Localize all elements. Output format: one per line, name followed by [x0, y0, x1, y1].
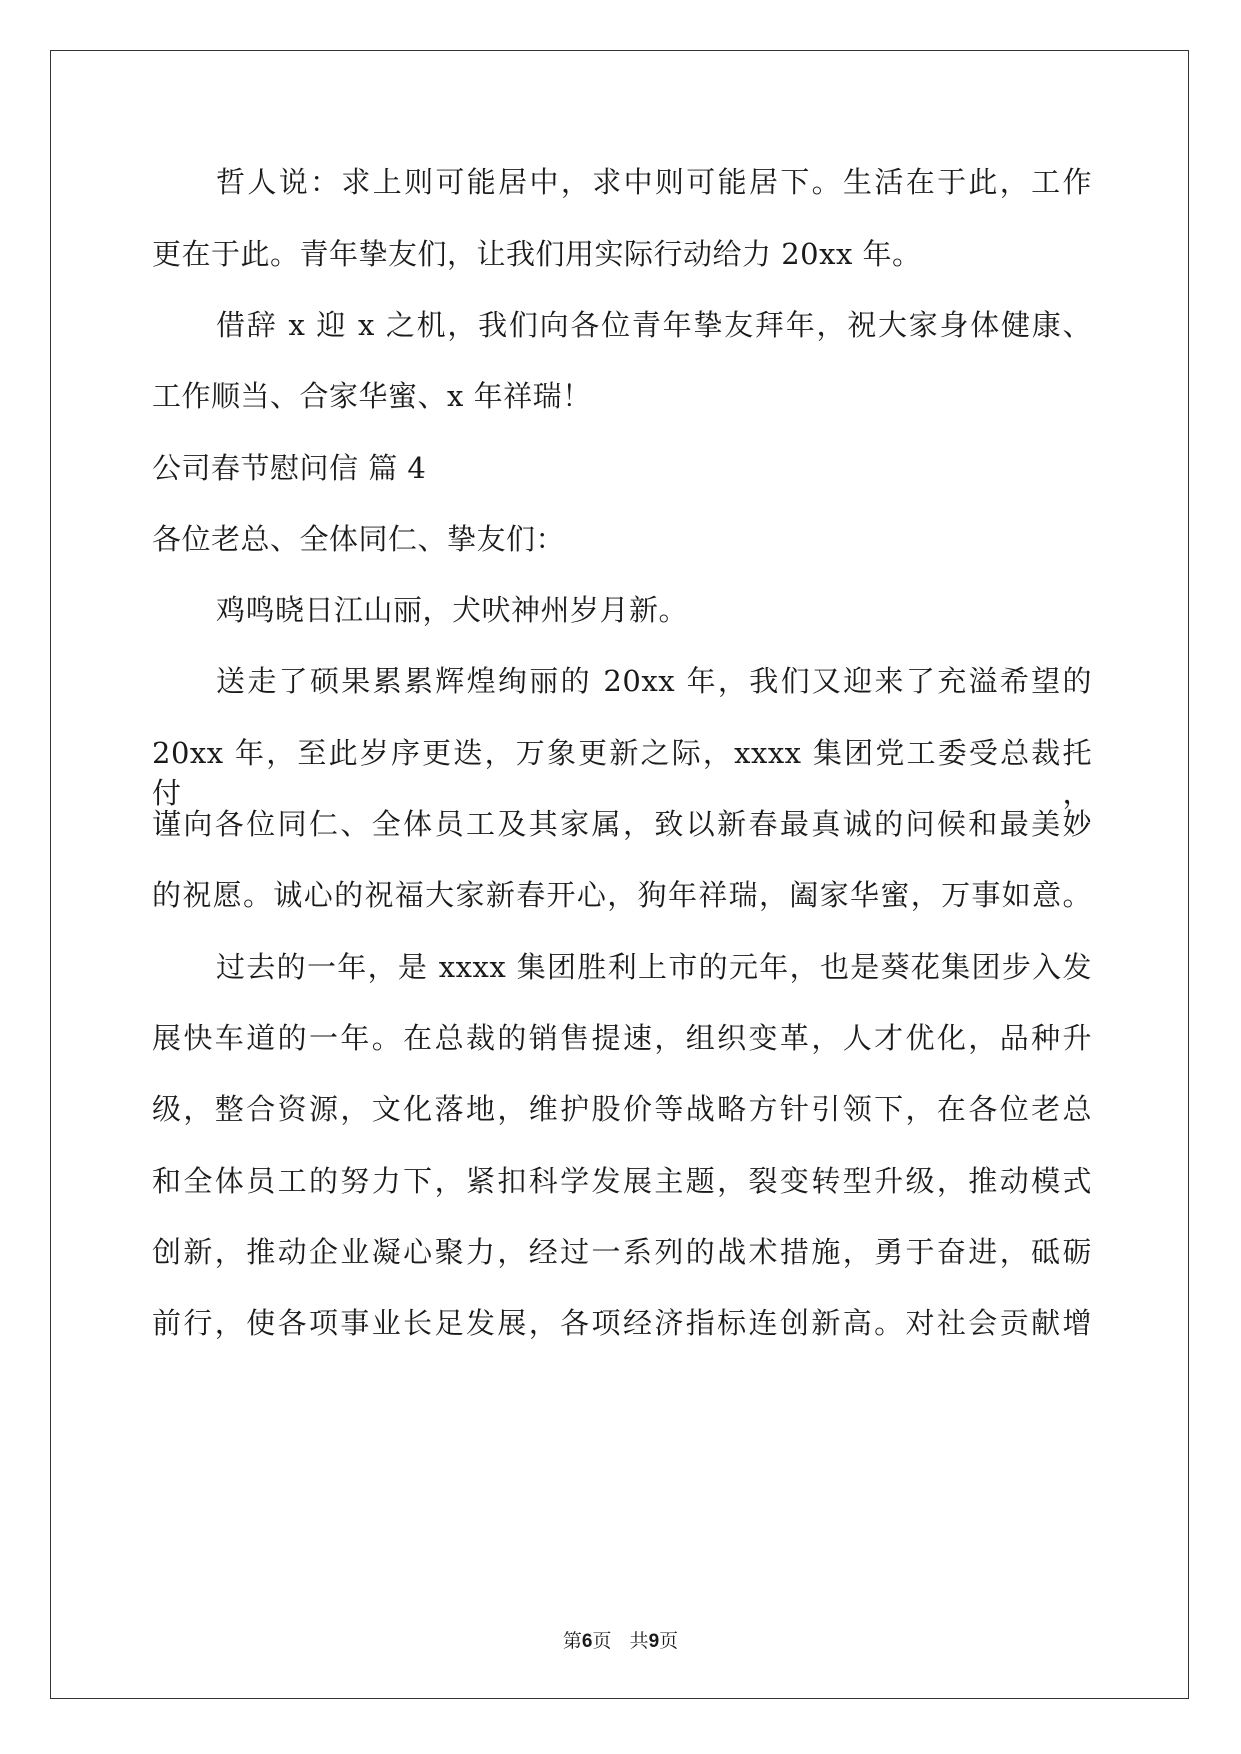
paragraph-line: 展快车道的一年。在总裁的销售提速，组织变革，人才优化，品种升 [152, 1021, 1092, 1055]
total-page-number: 9 [648, 1631, 660, 1652]
footer-prefix: 第 [562, 1630, 582, 1652]
paragraph-line: 哲人说：求上则可能居中，求中则可能居下。生活在于此，工作 [216, 165, 1092, 199]
footer-suffix: 页 [659, 1630, 679, 1652]
page-footer [0, 1629, 1241, 1654]
paragraph-line: 过去的一年，是 xxxx 集团胜利上市的元年，也是葵花集团步入发 [216, 950, 1092, 984]
paragraph-line: 的祝愿。诚心的祝福大家新春开心，狗年祥瑞，阖家华蜜，万事如意。 [152, 878, 1092, 912]
paragraph-line: 谨向各位同仁、全体员工及其家属，致以新春最真诚的问候和最美妙 [152, 807, 1092, 841]
paragraph-line: 和全体员工的努力下，紧扣科学发展主题，裂变转型升级，推动模式 [152, 1164, 1092, 1198]
footer-middle: 页 共 [592, 1630, 649, 1652]
paragraph-line: 创新，推动企业凝心聚力，经过一系列的战术措施，勇于奋进，砥砺 [152, 1235, 1092, 1269]
salutation: 各位老总、全体同仁、挚友们： [152, 522, 566, 556]
paragraph-line: 前行，使各项事业长足发展，各项经济指标连创新高。对社会贡献增 [152, 1306, 1092, 1340]
paragraph-line: 20xx 年，至此岁序更迭，万象更新之际，xxxx 集团党工委受总裁托付， [152, 736, 1092, 810]
paragraph-line: 送走了硕果累累辉煌绚丽的 20xx 年，我们又迎来了充溢希望的 [216, 664, 1092, 698]
paragraph-line: 借辞 x 迎 x 之机，我们向各位青年挚友拜年，祝大家身体健康、 [216, 308, 1092, 342]
section-heading: 公司春节慰问信 篇 4 [152, 451, 427, 485]
paragraph-line: 工作顺当、合家华蜜、x 年祥瑞！ [152, 379, 592, 413]
paragraph-line: 鸡鸣晓日江山丽，犬吠神州岁月新。 [216, 593, 689, 627]
paragraph-line: 级，整合资源，文化落地，维护股价等战略方针引领下，在各位老总 [152, 1092, 1092, 1126]
paragraph-line: 更在于此。青年挚友们，让我们用实际行动给力 20xx 年。 [152, 237, 922, 271]
current-page-number: 6 [581, 1631, 593, 1652]
